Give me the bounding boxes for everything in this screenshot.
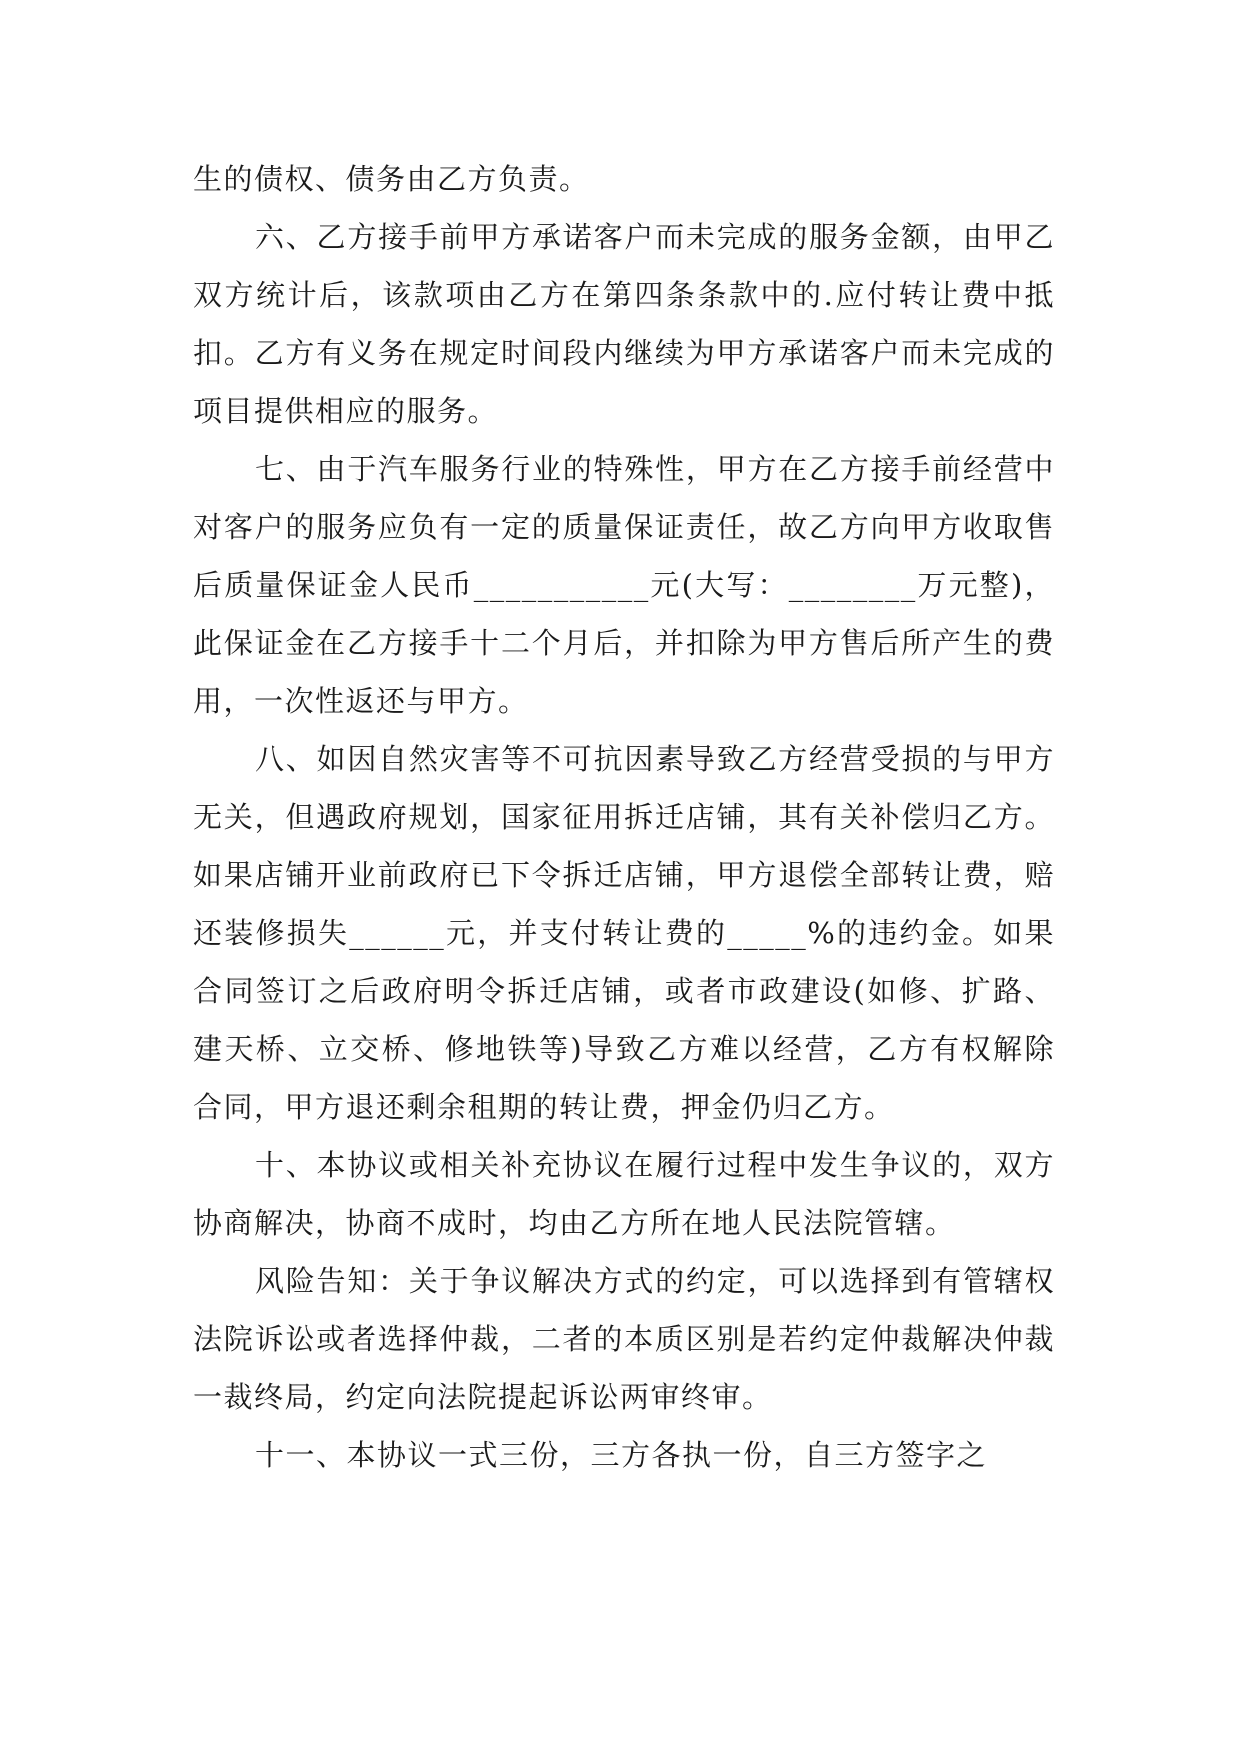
document-body xyxy=(193,150,1055,1484)
paragraph-clause-eleven: 十一、本协议一式三份，三方各执一份，自三方签字之 xyxy=(255,1438,988,1472)
paragraph-clause-eight: 八、如因自然灾害等不可抗因素导致乙方经营受损的与甲方无关，但遇政府规划，国家征用拆迁店铺，其有关补偿归乙方。如果店铺开业前政府已下令拆迁店铺，甲方退偿全部转让费，赔还装修损失______元，并支付转让费的_____%的违约金。如果合同签订之后政府明令拆迁店铺，或者市政建设(如修、扩路、建天桥、立交桥、修地铁等)导致乙方难以经营，乙方有权解除合同，甲方退还剩余租期的转让费，押金仍归乙方。 xyxy=(193,742,1055,1124)
paragraph-clause-six: 六、乙方接手前甲方承诺客户而未完成的服务金额，由甲乙双方统计后，该款项由乙方在第四条条款中的.应付转让费中抵扣。乙方有义务在规定时间段内继续为甲方承诺客户而未完成的项目提供相应的服务。 xyxy=(193,220,1055,428)
paragraph-risk-notice: 风险告知：关于争议解决方式的约定，可以选择到有管辖权法院诉讼或者选择仲裁，二者的本质区别是若约定仲裁解决仲裁一裁终局，约定向法院提起诉讼两审终审。 xyxy=(193,1264,1055,1414)
paragraph-clause-ten: 十、本协议或相关补充协议在履行过程中发生争议的，双方协商解决，协商不成时，均由乙方所在地人民法院管辖。 xyxy=(193,1148,1055,1240)
paragraph-clause-seven: 七、由于汽车服务行业的特殊性，甲方在乙方接手前经营中对客户的服务应负有一定的质量保证责任，故乙方向甲方收取售后质量保证金人民币___________元(大写：________万元整)，此保证金在乙方接手十二个月后，并扣除为甲方售后所产生的费用，一次性返还与甲方。 xyxy=(193,452,1055,718)
paragraph-debt-responsibility: 生的债权、债务由乙方负责。 xyxy=(193,162,590,196)
